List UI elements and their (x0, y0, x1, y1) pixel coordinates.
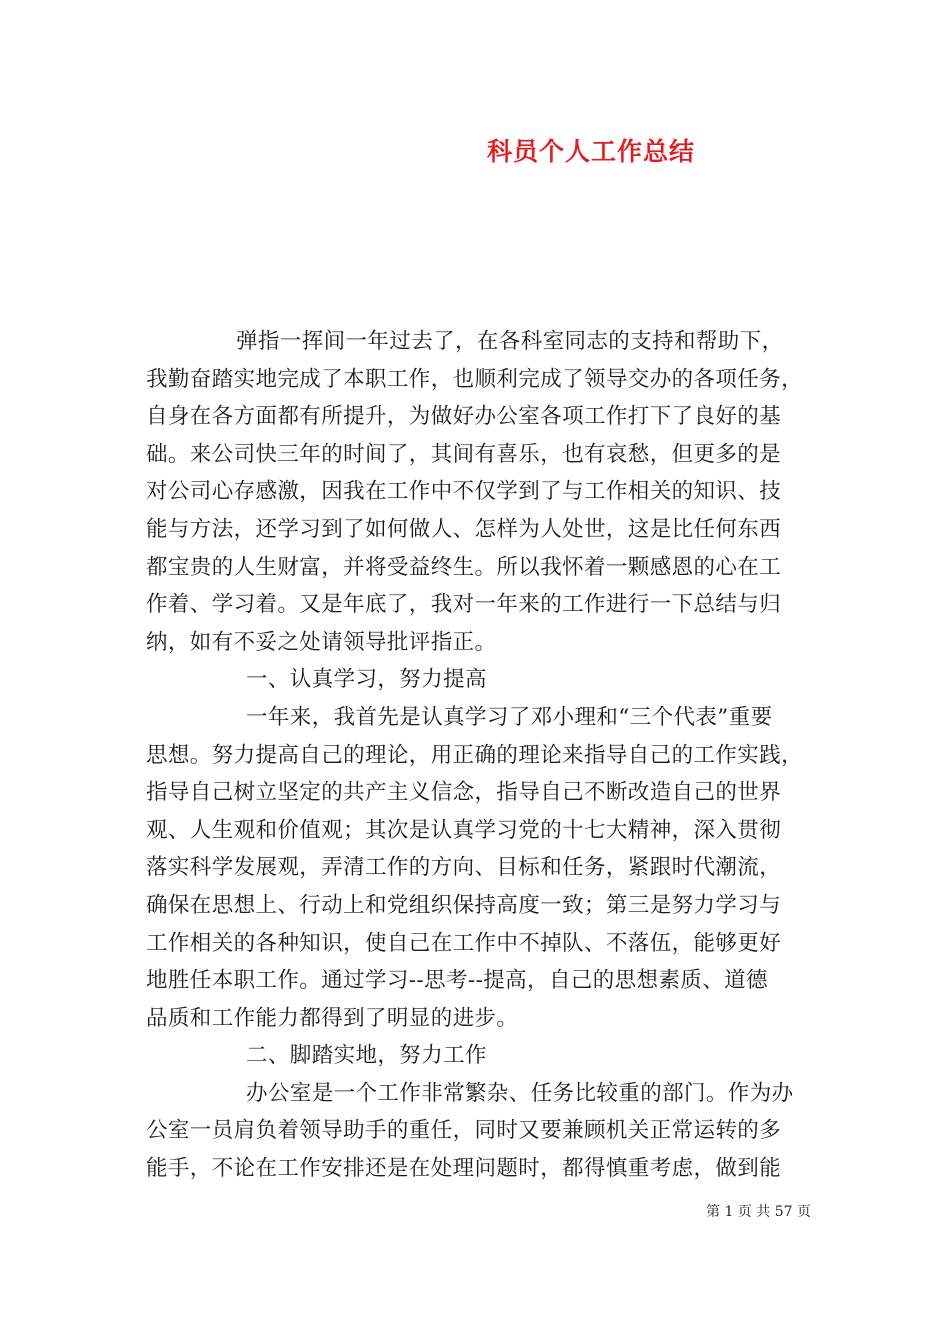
body-line: 指导自己树立坚定的共产主义信念，指导自己不断改造自己的世界 (146, 780, 782, 806)
page-number-footer: 第 1 页 共 57 页 (706, 1204, 811, 1220)
body-line: 工作相关的各种知识，使自己在工作中不掉队、不落伍，能够更好 (146, 930, 782, 956)
body-line: 一年来，我首先是认真学习了邓小理和“三个代表”重要 (246, 704, 773, 730)
body-line: 品质和工作能力都得到了明显的进步。 (146, 1005, 519, 1031)
body-line: 础。来公司快三年的时间了，其间有喜乐，也有哀愁，但更多的是 (146, 441, 782, 467)
document-title: 科员个人工作总结 (487, 137, 696, 166)
body-line: 作着、学习着。又是年底了，我对一年来的工作进行一下总结与归 (146, 592, 782, 618)
section-heading: 二、脚踏实地，努力工作 (246, 1043, 487, 1069)
body-line: 自身在各方面都有所提升，为做好办公室各项工作打下了良好的基 (146, 404, 782, 430)
body-line: 能与方法，还学习到了如何做人、怎样为人处世，这是比任何东西 (146, 516, 782, 542)
body-line: 办公室是一个工作非常繁杂、任务比较重的部门。作为办 (246, 1080, 794, 1106)
body-line: 我勤奋踏实地完成了本职工作，也顺利完成了领导交办的各项任务， (146, 366, 804, 392)
body-line: 都宝贵的人生财富，并将受益终生。所以我怀着一颗感恩的心在工 (146, 554, 782, 580)
body-line: 观、人生观和价值观；其次是认真学习党的十七大精神，深入贯彻 (146, 817, 782, 843)
body-line: 对公司心存感激，因我在工作中不仅学到了与工作相关的知识、技 (146, 479, 782, 505)
body-line: 地胜任本职工作。通过学习--思考--提高，自己的思想素质、道德 (146, 968, 768, 994)
body-line: 弹指一挥间一年过去了，在各科室同志的支持和帮助下， (236, 329, 784, 354)
section-heading: 一、认真学习，努力提高 (246, 667, 487, 693)
body-line: 公室一员肩负着领导助手的重任，同时又要兼顾机关正常运转的多 (146, 1118, 782, 1144)
body-line: 纳，如有不妥之处请领导批评指正。 (146, 629, 497, 655)
body-line: 能手，不论在工作安排还是在处理问题时，都得慎重考虑，做到能 (146, 1156, 782, 1182)
document-body (146, 323, 810, 1188)
body-line: 思想。努力提高自己的理论，用正确的理论来指导自己的工作实践， (146, 742, 804, 768)
body-line: 落实科学发展观，弄清工作的方向、目标和任务，紧跟时代潮流， (146, 855, 782, 881)
body-line: 确保在思想上、行动上和党组织保持高度一致；第三是努力学习与 (146, 892, 782, 918)
